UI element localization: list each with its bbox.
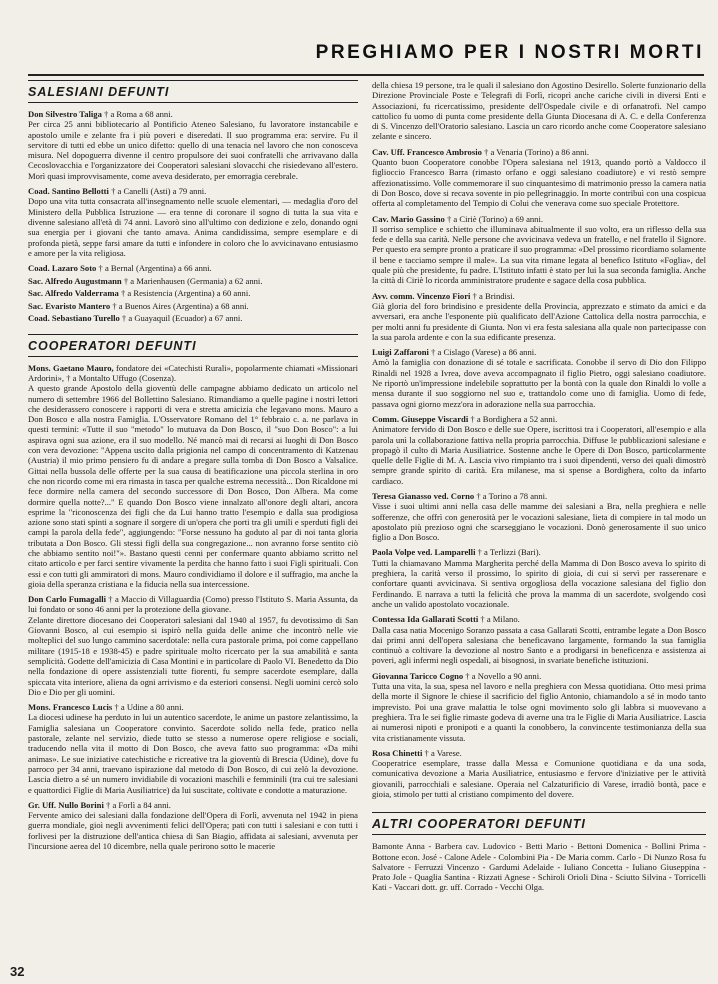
death-info: † a Resistencia (Argentina) a 60 anni. [118,288,251,299]
obituary-entry [372,291,706,342]
death-info: † a Guayaquil (Ecuador) a 67 anni. [119,313,243,324]
obituary-entry [28,363,358,590]
obituary-text: A questo grande Apostolo della gioventù delle campagne abbiamo dedicato un articolo nel numero di settembre 1966 del Bollettino Salesiano. Rimandiamo a quelle pagine i nostri lettori che desiderassero conoscere i rapporti di vera e stretta amicizia che legavano mons. Mauro a Don Bosco e alla nostra Famiglia. L'Osservatore Romano del 1° febbraio c. a. ne parlava in questi termini: «Tutte il suo "metodo" lo mutuava da Don Bosco, il "suo Don Bosco": a lui aspirava ogni sua azione, era il suo modello. Né mancò mai di recarsi ai luoghi di Don Bosco con vera devozione: "Appena uscito dalla prigionia nel campo di concentramento di Katzenau (Austria) il mio primo pensiero fu di andare a pregare sulla tomba di Don Bosco a Valsalice. Gittai nella bussola delle offerte per la sua causa di beatificazione una piccola sterlina in oro che non ricordo come mi era rimasta in tasca per qualche estrema necessità... Don Ricaldone mi fece dormire nella camera del secondo successore di Don Bosco, Don Albera. Ma come dormire quella notte?..." E quando Don Bosco viene innalzato all'onore degli altari, ancora esprime la "riconoscenza dei figli che da Lui hanno tratto l'esempio e dalla sua prodigiosa azione sono stati spinti a sognare il sorgere di un'opera che porti tra gli umili e sperduti figli dei campi la parola della fede", aggiungendo: "Forse nessuno ha goduto al par di noi tanta gloria tributata a Don Bosco. Gli stessi figli della sua congregazione... non avranno forse sentito ciò che abbiamo sentito noi!"». Bastano questi cenni per confermare quanto abbiamo scritto nel citato articolo e per farci sentire vivamente la perdita che hanno fatto i suoi Figli spirituali. Con essi e con tutti gli ammiratori di mons. Mauro condividiamo il dolore e il suffragio, ma anche la gioia della speranza cristiana e la fiducia nella sua intercessione. [28,383,358,589]
deceased-name: Gr. Uff. Nullo Borini [28,799,104,810]
deceased-name: Rosa Chinetti [372,747,423,758]
obituary-text: Tutta una vita, la sua, spesa nel lavoro e nella preghiera con Messa quotidiana. Otto mesi prima della morte il Signore le chiese il sacrificio del figlio Antonio, chiamandolo a sé in modo tanto imprevisto. Poi una grave malattia le tolse ogni movimento solo gli labbra si muovevano a preghiera. Tra le sei figlie rimaste godeva di averne una tra le Figlie di Maria Ausiliatrice. Lascia ai numerosi nipoti e pronipoti e a quanti la conobbero, la convincente testimonianza della sua vita cristianamente vissuta. [372,681,706,743]
death-info: † a Bordighera a 52 anni. [468,413,558,424]
obituary-text: Zelante direttore diocesano dei Cooperatori salesiani dal 1940 al 1957, fu devotissimo di San Giovanni Bosco, al cui esempio si ispirò nella guida delle anime che incontrò nelle vie molteplici del suo lungo cammino sacerdotale: nella cura pastorale prima, poi come cappellano militare (1915-18 e 1938-45) e padre spirituale molto ricercato per la sua amabilità e santa semplicità. Godette dell'amicizia di Casa Montini e in particolare di Paolo VI. Benedetto da Dio nella fondazione di opere assistenziali tutte fiorenti, fu sempre sacerdote esemplare, dalla spiccata vita interiore, aliena da ogni arrivismo e da esteriori consensi. Negli uomini cercò solo Dio e Dio per gli uomini. [28,614,358,697]
obituary-text: Il sorriso semplice e schietto che illuminava abitualmente il suo volto, era un riflesso della sua fede e della sua carità. Nelle persone che avvicinava vedeva un fratello, e nel fratello il Signore. Per questo era sempre pronto a praticare il suo programma: «Del prossimo ricordiamo solamente il bene e tacciamo sempre il male». La sua vita rimane legata al benefico Istituto «Foglia», del quale più che presidente, fu padre. L'Istituto infatti è stato per lui la sua seconda famiglia. Anche la città di Ciriè lo ricorda amministratore prudente e sagace della cosa pubblica. [372,223,706,286]
death-info: † a Roma a 68 anni. [101,109,173,119]
death-info: † a Ciriè (Torino) a 69 anni. [444,213,544,224]
death-info: † a Brindisi. [470,290,515,301]
salesiani-entries [28,109,358,258]
death-info: † a Bernal (Argentina) a 66 anni. [96,263,212,274]
altri-heading: ALTRI COOPERATORI DEFUNTI [372,812,706,835]
death-info: fondatore dei «Catechisti Rurali», popolarmente chiamati «Missionari Ardorini», † a Montalto Uffugo (Cosenza). [28,362,358,383]
obituary-text: Cooperatrice esemplare, trasse dalla Messa e Comunione quotidiana e da una soda, comunicativa devozione a Maria Ausiliatrice, entusiasmo e fervore d'iniziative per le attività giovanili, parrocchiali e salesiane. Operaia nel Calzaturificio di Varese, irradiò bontà, pace e gioia, stimolo per tutti al cristiano compimento del dovere. [372,758,706,799]
obituary-text: Quanto buon Cooperatore conobbe l'Opera salesiana nel 1913, quando portò a Valdocco il figlioccio Francesco Barra (rimasto orfano e oggi salesiano coadiutore) e vi restò sempre affezionatissimo. Volle commemorare il suo cinquantesimo di matrimonio presso la camera natia di Don Bosco, dove si recava sovente in pio pellegrinaggio. In morte contribuì con una cospicua offerta al completamento del Tempio di Colui che venerava come suo speciale Protettore. [372,157,706,209]
page-number: 32 [10,964,25,979]
death-info: † a Terlizzi (Bari). [475,547,541,558]
obituary-text: Già gloria del foro brindisino e presidente della Provincia, apprezzato e stimato da amici e da avversari, era anche l'esponente più qualificato dell'Azione Cattolica della nostra parrocchia, e per molti anni fu presidente di Giunta. Non vi era festa salesiana alla quale non partecipasse con la sua parola ardente e con la sua edificante presenza. [372,300,706,342]
deceased-name: Coad. Lazaro Soto [28,263,97,274]
obituary-entry [28,263,358,274]
deceased-name: Sac. Alfredo Augustmann [28,275,122,286]
obituary-entry [372,671,706,743]
obituary-text: Dopo una vita tutta consacrata all'insegnamento nelle scuole elementari, — medaglia d'oro del Ministero della Pubblica Istruzione — era tenne di coronare il sogno di tutta la sua vita e divenne salesiano all'età di 74 anni. Lavorò sino all'ultimo con dedizione e zelo, donando ogni sua energia per i giovani che tanto amava. Anima candidissima, sempre esemplare e di profonda pietà, seppe farsi amare da tutti e infondere in coloro che lo avvicinavano entusiasmo e amore per la vita religiosa. [28,196,358,258]
cooperatori-entries-left [28,363,358,852]
title-rule [28,74,704,76]
altri-list: Bamonte Anna - Barbera cav. Ludovico - Betti Mario - Bettoni Domenica - Bollini Prima - Bottone econ. José - Calone Adele - Colombini Pia - De Maria comm. Carlo - Di Nunzo Rosa fu Salvatore - Ferruzzi Vincenzo - Gardumi Adelaide - Iuliano Concetta - Iuliano Giuseppina - Prato Jole - Quaglia Santina - Rizzati Agnese - Schiroli Orioli Dina - Sciutto Silvina - Torricelli Kati - Vaccari dott. gr. uff. Corrado - Vecchi Olga. [372,841,706,893]
death-info: † a Cislago (Varese) a 86 anni. [428,347,537,358]
death-info: † a Maccio di Villaguardia (Como) presso l'Istituto S. Maria Assunta, da lui fondato or sono 46 anni per la protezione della giovane. [28,594,358,615]
obituary-entry [28,288,358,299]
death-info: † a Marienhausen (Germania) a 62 anni. [121,275,263,286]
right-column [372,80,706,970]
obituary-entry [28,313,358,324]
obituary-text: Animatore fervido di Don Bosco e delle sue Opere, iscrittosi tra i Cooperatori, all'esempio e alla parola unì la collaborazione fattiva nella propria parrocchia. Diffuse le pubblicazioni salesiane e propagò il culto di Maria Ausiliatrice. Sostenne anche le Opere di Don Bosco, particolarmente quelle delle Figlie di M. A. Lascia vivo rimpianto tra i suoi dipendenti, verso dei quali dimostrò sempre grande spirito di carità. Era milanese, ma si spense a Bordighera, colto da infarto cardiaco. [372,424,706,486]
deceased-name: Avv. comm. Vincenzo Fiori [372,290,471,301]
obituary-entry [28,702,358,795]
deceased-name: Sac. Evaristo Mantero [28,300,111,311]
cooperatori-heading: COOPERATORI DEFUNTI [28,334,358,357]
obituary-text: La diocesi udinese ha perduto in lui un autentico sacerdote, le anime un pastore zelantissimo, la Famiglia salesiana un Cooperatore convinto. Sacerdote solido nella fede, pratico nella pastorale, zelante nel servizio, diede tutto se stesso a numerose opere religiose e sociali, traducendo nella vita il motto di Don Bosco, che aveva fatto suo programma: «Da mihi animas». Le sue iniziative catechistiche e ricreative tra la gioventù di Brescia (Udine), dove fu parroco per 34 anni, traevano ispirazione dal metodo di Don Bosco, di cui zelò la devozione. Lascia dietro a sé un numero invidiabile di vocazioni maschili e femminili (tra cui tre salesiani e quattordici Figlie di Maria Ausiliatrice) da lui suscitate, coltivate e condotte a maturazione. [28,712,358,795]
deceased-name: Coad. Santino Bellotti [28,186,109,197]
deceased-name: Don Silvestro Taliga [28,109,102,119]
deceased-name: Luigi Zaffaroni [372,347,429,358]
death-info: † a Novello a 90 anni. [463,670,542,681]
deceased-name: Paola Volpe ved. Lamparelli [372,547,476,558]
salesiani-short-entries [28,263,358,324]
obituary-entry [28,276,358,287]
death-info: † a Milano. [478,614,520,625]
obituary-entry [372,491,706,542]
deceased-name: Mons. Francesco Lucis [28,702,113,713]
deceased-name: Sac. Alfredo Valderrama [28,288,119,299]
page-title: PREGHIAMO PER I NOSTRI MORTI [315,42,704,63]
deceased-name: Giovanna Taricco Cogno [372,670,464,681]
obituary-text: Amò la famiglia con donazione di sé totale e sacrificata. Conobbe il servo di Dio don Filippo Rinaldi nel 1928 a Ivrea, dove aveva accompagnato il figlio Pietro, oggi salesiano coadiutore. Ne riportò un'impressione indelebile soprattutto per la bontà con la quale don Rinaldi lo volle a mensa durante il suo soggiorno nel suo e, trattandolo come uno di famiglia. Uomo di fede, passava ogni giorno mezz'ora in adorazione nella sua parrocchia. [372,357,706,409]
death-info: † a Canelli (Asti) a 79 anni. [108,186,207,197]
deceased-name: Don Carlo Fumagalli [28,594,107,605]
death-info: † a Varese. [422,747,462,758]
death-info: † a Venaria (Torino) a 86 anni. [481,146,589,157]
deceased-name: Coad. Sebastiano Turello [28,313,120,324]
obituary-entry [372,347,706,409]
deceased-name: Mons. Gaetano Mauro, [28,362,114,373]
obituary-entry [372,214,706,286]
obituary-text: Tutti la chiamavano Mamma Margherita perché della Mamma di Don Bosco aveva lo spirito di preghiera, la carità verso il prossimo, lo spirito di gioia, di cui si servì per rasserenare e confortare quanti avvicinava. Si sentiva orgogliosa della vocazione salesiana del figlio don Ferdinando. E narrava a tutti la felicità che prova la mamma di un sacerdote, svolgendo così anche un valido apostolato vocazionale. [372,557,706,609]
obituary-entry [372,748,706,799]
continuation-text: della chiesa 19 persone, tra le quali il salesiano don Agostino Desirello. Solerte funzionario della Direzione Provinciale Poste e Telegrafi di Forlì, ricoprì anche cariche civili in diversi Enti e Associazioni, fu ricercatissimo, presidente dell'Ospedale civile e di orfanatrofi. Nel campo cattolico fu uomo di punta come presidente della Giunta Diocesana di A. C. e della Conferenza di S. Vincenzo dell'Oratorio salesiano. Lascia un caro ricordo anche come Cooperatore salesiano zelante e sincero. [372,80,706,142]
obituary-text: Per circa 25 anni bibliotecario al Pontificio Ateneo Salesiano, fu lavoratore instancabile e apostolo umile e zelante fra i più poveri e diseredati. Il suo programma era: servire. Fu il servitore di tutti ed ebbe un unico difetto: quello di una tenacia nel lavoro che non conosceva misura. Nel dopoguerra divenne il centro propulsore dei suoi confratelli che arrivavano dalla Cecoslovacchia e l'organizzatore dei Cooperatori salesiani slovacchi che risiedevano all'estero. Morì quasi improvvisamente, come aveva desiderato, per emorragia cerebrale. [28,119,358,181]
obituary-entry [372,147,706,209]
death-info: † a Forlì a 84 anni. [103,799,171,810]
obituary-text: Dalla casa natia Mocenigo Soranzo passata a casa Gallarati Scotti, entrambe legate a Don Bosco dai primi anni dell'opera salesiana che beneficavano largamente, formando la sua famiglia continuò a coltivare la devozione al nostro Santo e a prodigarsi in beneficenza e assistenza ai poveri, agli infermi negli ospedali, ai bisognosi, in svariate benefiche istituzioni. [372,624,706,666]
obituary-entry [28,800,358,851]
obituary-entry [28,594,358,697]
deceased-name: Comm. Giuseppe Viscardi [372,413,469,424]
obituary-entry [372,414,706,486]
deceased-name: Cav. Uff. Francesco Ambrosio [372,146,482,157]
cooperatori-entries-right [372,147,706,800]
deceased-name: Teresa Gianasso ved. Corno [372,490,475,501]
salesiani-heading: SALESIANI DEFUNTI [28,80,358,103]
death-info: † a Buenos Aires (Argentina) a 68 anni. [110,300,249,311]
death-info: † a Torino a 78 anni. [474,490,548,501]
obituary-entry [372,547,706,609]
obituary-entry [372,614,706,665]
obituary-text: Fervente amico dei salesiani dalla fondazione dell'Opera di Forlì, avvenuta nel 1942 in piena guerra mondiale, gioì negli avvenimenti felici dell'Opera; pati con tutti i salesiani e con tutti i forlivesi per la distruzione dell'antica chiesa di San Biagio, affidata ai salesiani, avvenuta per l'incursione aerea del 10 dicembre, nella quale perirono sotto le macerie [28,810,358,852]
left-column [28,80,358,970]
death-info: † a Udine a 80 anni. [112,702,184,713]
deceased-name: Contessa Ida Gallarati Scotti [372,614,479,625]
obituary-entry [28,301,358,312]
deceased-name: Cav. Mario Gassino [372,213,445,224]
obituary-entry [28,186,358,258]
obituary-text: Visse i suoi ultimi anni nella casa delle mamme dei salesiani a Bra, nella preghiera e nelle sofferenze, che offrì con generosità per le vocazioni salesiane, lieta di compiere in tal modo un apostolato più prezioso ogni che scarseggiano le vocazioni. Donò generosamente il suo unico figlio a Don Bosco. [372,501,706,543]
obituary-entry [28,109,358,181]
